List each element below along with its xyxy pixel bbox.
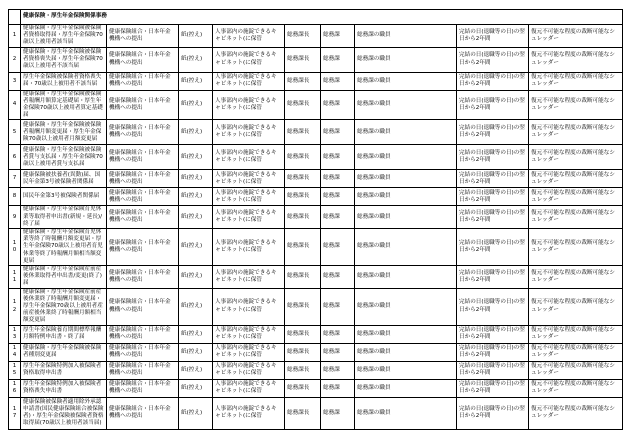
user-cell: 総務課の職員 <box>355 397 457 429</box>
storage-location-cell: 人事部内の施錠できるキャビネット(に保管 <box>213 188 285 206</box>
row-number: 9 <box>9 206 21 229</box>
row-number: 2 <box>9 47 21 72</box>
department-cell: 総務課 <box>321 188 355 206</box>
row-number: 15 <box>9 361 21 379</box>
user-cell: 総務課の職員 <box>355 361 457 379</box>
destination-cell: 健康保険組合・日本年金機構への提出 <box>107 361 179 379</box>
disposal-method-cell: 復元不可能な程度の裁断可能なシュレッダー <box>529 90 623 120</box>
table-row <box>9 229 623 266</box>
retention-period-cell: 完結の日(退職等の日)の翌日から2年間 <box>457 206 529 229</box>
manager-cell: 総務課長 <box>285 343 321 361</box>
manager-cell: 総務課長 <box>285 266 321 289</box>
medium-cell: 紙(控え) <box>179 47 213 72</box>
document-name-cell: 国民年金第3号被保険者関係届 <box>21 188 107 206</box>
storage-location-cell: 人事部内の施錠できるキャビネット(に保管 <box>213 120 285 145</box>
table-row <box>9 47 623 72</box>
medium-cell: 紙(控え) <box>179 361 213 379</box>
destination-cell: 健康保険組合・日本年金機構への提出 <box>107 379 179 397</box>
retention-period-cell: 完結の日(退職等の日)の翌日から2年間 <box>457 25 529 48</box>
disposal-method-cell: 復元不可能な程度の裁断可能なシュレッダー <box>529 25 623 48</box>
user-cell: 総務課の職員 <box>355 145 457 170</box>
manager-cell: 総務課長 <box>285 90 321 120</box>
destination-cell: 健康保険組合・日本年金機構への提出 <box>107 266 179 289</box>
disposal-method-cell: 復元不可能な程度の裁断可能なシュレッダー <box>529 145 623 170</box>
storage-location-cell: 人事部内の施錠できるキャビネット(に保管 <box>213 47 285 72</box>
disposal-method-cell: 復元不可能な程度の裁断可能なシュレッダー <box>529 361 623 379</box>
retention-period-cell: 完結の日(退職等の日)の翌日から2年間 <box>457 229 529 266</box>
user-cell: 総務課の職員 <box>355 90 457 120</box>
user-cell: 総務課の職員 <box>355 170 457 188</box>
disposal-method-cell: 復元不可能な程度の裁断可能なシュレッダー <box>529 170 623 188</box>
destination-cell: 健康保険組合・日本年金機構への提出 <box>107 47 179 72</box>
user-cell: 総務課の職員 <box>355 266 457 289</box>
medium-cell: 紙(控え) <box>179 397 213 429</box>
manager-cell: 総務課長 <box>285 325 321 343</box>
medium-cell: 紙(控え) <box>179 25 213 48</box>
retention-period-cell: 完結の日(退職等の日)の翌日から2年間 <box>457 397 529 429</box>
retention-period-cell: 完結の日(退職等の日)の翌日から2年間 <box>457 361 529 379</box>
row-number: 10 <box>9 229 21 266</box>
user-cell: 総務課の職員 <box>355 47 457 72</box>
document-name-cell: 健康保険・厚生年金保険被保険者資格取得届・厚生年金保険70歳以上被用者該当届 <box>21 25 107 48</box>
storage-location-cell: 人事部内の施錠できるキャビネット(に保管 <box>213 25 285 48</box>
retention-period-cell: 完結の日(退職等の日)の翌日から2年間 <box>457 47 529 72</box>
medium-cell: 紙(控え) <box>179 325 213 343</box>
row-number: 6 <box>9 145 21 170</box>
row-number: 3 <box>9 72 21 90</box>
document-name-cell: 健康保険・厚生年金保険育児休業等終了時報酬月額変更届・厚生年金保険70歳以上被用者育児休業等終了時報酬月額相当額変更届 <box>21 229 107 266</box>
department-cell: 総務課 <box>321 379 355 397</box>
row-number: 5 <box>9 120 21 145</box>
department-cell: 総務課 <box>321 47 355 72</box>
table-row <box>9 325 623 343</box>
row-number: 16 <box>9 379 21 397</box>
medium-cell: 紙(控え) <box>179 90 213 120</box>
department-cell: 総務課 <box>321 90 355 120</box>
storage-location-cell: 人事部内の施錠できるキャビネット(に保管 <box>213 72 285 90</box>
table-row <box>9 206 623 229</box>
disposal-method-cell: 復元不可能な程度の裁断可能なシュレッダー <box>529 343 623 361</box>
table-row <box>9 145 623 170</box>
user-cell: 総務課の職員 <box>355 229 457 266</box>
disposal-method-cell: 復元不可能な程度の裁断可能なシュレッダー <box>529 397 623 429</box>
manager-cell: 総務課長 <box>285 47 321 72</box>
table-row <box>9 25 623 48</box>
disposal-method-cell: 復元不可能な程度の裁断可能なシュレッダー <box>529 288 623 325</box>
destination-cell: 健康保険組合・日本年金機構への提出 <box>107 90 179 120</box>
medium-cell: 紙(控え) <box>179 379 213 397</box>
disposal-method-cell: 復元不可能な程度の裁断可能なシュレッダー <box>529 325 623 343</box>
table-row <box>9 361 623 379</box>
department-cell: 総務課 <box>321 72 355 90</box>
retention-period-cell: 完結の日(退職等の日)の翌日から2年間 <box>457 120 529 145</box>
manager-cell: 総務課長 <box>285 72 321 90</box>
manager-cell: 総務課長 <box>285 25 321 48</box>
destination-cell: 健康保険組合・日本年金機構への提出 <box>107 206 179 229</box>
section-header-row <box>9 10 623 25</box>
document-name-cell: 健康保険・厚生年金保険産前産後休業取得者申出書/変更(終了)届 <box>21 266 107 289</box>
disposal-method-cell: 復元不可能な程度の裁断可能なシュレッダー <box>529 120 623 145</box>
medium-cell: 紙(控え) <box>179 206 213 229</box>
user-cell: 総務課の職員 <box>355 120 457 145</box>
user-cell: 総務課の職員 <box>355 325 457 343</box>
storage-location-cell: 人事部内の施錠できるキャビネット(に保管 <box>213 379 285 397</box>
row-number: 13 <box>9 325 21 343</box>
destination-cell: 健康保険組合・日本年金機構への提出 <box>107 343 179 361</box>
storage-location-cell: 人事部内の施錠できるキャビネット(に保管 <box>213 145 285 170</box>
destination-cell: 健康保険組合・日本年金機構への提出 <box>107 288 179 325</box>
storage-location-cell: 人事部内の施錠できるキャビネット(に保管 <box>213 206 285 229</box>
medium-cell: 紙(控え) <box>179 266 213 289</box>
department-cell: 総務課 <box>321 229 355 266</box>
department-cell: 総務課 <box>321 288 355 325</box>
destination-cell: 健康保険組合・日本年金機構への提出 <box>107 120 179 145</box>
department-cell: 総務課 <box>321 343 355 361</box>
disposal-method-cell: 復元不可能な程度の裁断可能なシュレッダー <box>529 229 623 266</box>
retention-period-cell: 完結の日(退職等の日)の翌日から2年間 <box>457 325 529 343</box>
retention-period-cell: 完結の日(退職等の日)の翌日から2年間 <box>457 379 529 397</box>
disposal-method-cell: 復元不可能な程度の裁断可能なシュレッダー <box>529 379 623 397</box>
disposal-method-cell: 復元不可能な程度の裁断可能なシュレッダー <box>529 188 623 206</box>
user-cell: 総務課の職員 <box>355 288 457 325</box>
storage-location-cell: 人事部内の施錠できるキャビネット(に保管 <box>213 397 285 429</box>
department-cell: 総務課 <box>321 145 355 170</box>
document-name-cell: 厚生年金保険被保険者資格喪失届・70歳以上被用者不該当届 <box>21 72 107 90</box>
user-cell: 総務課の職員 <box>355 72 457 90</box>
department-cell: 総務課 <box>321 120 355 145</box>
storage-location-cell: 人事部内の施錠できるキャビネット(に保管 <box>213 170 285 188</box>
storage-location-cell: 人事部内の施錠できるキャビネット(に保管 <box>213 90 285 120</box>
destination-cell: 健康保険組合・日本年金機構への提出 <box>107 188 179 206</box>
row-number: 7 <box>9 170 21 188</box>
retention-period-cell: 完結の日(退職等の日)の翌日から2年間 <box>457 188 529 206</box>
document-name-cell: 健康保険・厚生年金保険被保険者種別変更届 <box>21 343 107 361</box>
document-name-cell: 健康保険・厚生年金保険被保険者報酬月額変更届・厚生年金保険70歳以上被用者月額変更届 <box>21 120 107 145</box>
row-number: 14 <box>9 343 21 361</box>
manager-cell: 総務課長 <box>285 397 321 429</box>
table-row <box>9 188 623 206</box>
user-cell: 総務課の職員 <box>355 343 457 361</box>
table-row <box>9 288 623 325</box>
medium-cell: 紙(控え) <box>179 145 213 170</box>
medium-cell: 紙(控え) <box>179 188 213 206</box>
destination-cell: 健康保険組合・日本年金機構への提出 <box>107 25 179 48</box>
medium-cell: 紙(控え) <box>179 72 213 90</box>
document-name-cell: 厚生年金保険養育期間標準報酬月額特例申出書・終了届 <box>21 325 107 343</box>
destination-cell: 健康保険組合・日本年金機構への提出 <box>107 397 179 429</box>
document-name-cell: 健康保険・厚生年金保険被保険者賞与支払届・厚生年金保険70歳以上被用者賞与支払届 <box>21 145 107 170</box>
table-row <box>9 397 623 429</box>
user-cell: 総務課の職員 <box>355 206 457 229</box>
row-number: 1 <box>9 25 21 48</box>
department-cell: 総務課 <box>321 397 355 429</box>
user-cell: 総務課の職員 <box>355 25 457 48</box>
row-number: 12 <box>9 288 21 325</box>
manager-cell: 総務課長 <box>285 170 321 188</box>
manager-cell: 総務課長 <box>285 361 321 379</box>
retention-period-cell: 完結の日(退職等の日)の翌日から2年間 <box>457 72 529 90</box>
retention-period-cell: 完結の日(退職等の日)の翌日から2年間 <box>457 288 529 325</box>
department-cell: 総務課 <box>321 361 355 379</box>
retention-period-cell: 完結の日(退職等の日)の翌日から2年間 <box>457 266 529 289</box>
manager-cell: 総務課長 <box>285 145 321 170</box>
table-row <box>9 170 623 188</box>
retention-period-cell: 完結の日(退職等の日)の翌日から2年間 <box>457 170 529 188</box>
department-cell: 総務課 <box>321 25 355 48</box>
document-name-cell: 健康保険被保険者適用除外承認申請書(国民健康保険組合被保険者)・厚生年金保険被保険者資格取得届(70歳以上被用者該当届) <box>21 397 107 429</box>
table-row <box>9 90 623 120</box>
manager-cell: 総務課長 <box>285 120 321 145</box>
user-cell: 総務課の職員 <box>355 379 457 397</box>
destination-cell: 健康保険組合・日本年金機構への提出 <box>107 170 179 188</box>
manager-cell: 総務課長 <box>285 229 321 266</box>
destination-cell: 健康保険組合・日本年金機構への提出 <box>107 72 179 90</box>
disposal-method-cell: 復元不可能な程度の裁断可能なシュレッダー <box>529 72 623 90</box>
row-number: 11 <box>9 266 21 289</box>
medium-cell: 紙(控え) <box>179 343 213 361</box>
medium-cell: 紙(控え) <box>179 229 213 266</box>
manager-cell: 総務課長 <box>285 188 321 206</box>
table-row <box>9 72 623 90</box>
department-cell: 総務課 <box>321 266 355 289</box>
records-table <box>8 9 623 430</box>
manager-cell: 総務課長 <box>285 379 321 397</box>
retention-period-cell: 完結の日(退職等の日)の翌日から2年間 <box>457 145 529 170</box>
destination-cell: 健康保険組合・日本年金機構への提出 <box>107 145 179 170</box>
table-row <box>9 120 623 145</box>
retention-period-cell: 完結の日(退職等の日)の翌日から2年間 <box>457 343 529 361</box>
row-number: 17 <box>9 397 21 429</box>
document-name-cell: 健康保険・厚生年金保険被保険者資格喪失届・厚生年金保険70歳以上被用者不該当届 <box>21 47 107 72</box>
storage-location-cell: 人事部内の施錠できるキャビネット(に保管 <box>213 288 285 325</box>
document-name-cell: 健康保険被扶養者(異動)届、国民年金第3号被保険者関係届 <box>21 170 107 188</box>
disposal-method-cell: 復元不可能な程度の裁断可能なシュレッダー <box>529 206 623 229</box>
department-cell: 総務課 <box>321 170 355 188</box>
storage-location-cell: 人事部内の施錠できるキャビネット(に保管 <box>213 229 285 266</box>
document-name-cell: 健康保険・厚生年金保険産前産後休業終了時報酬月額変更届・厚生年金保険70歳以上被用者産前産後休業終了時報酬月額相当額変更届 <box>21 288 107 325</box>
disposal-method-cell: 復元不可能な程度の裁断可能なシュレッダー <box>529 47 623 72</box>
medium-cell: 紙(控え) <box>179 170 213 188</box>
storage-location-cell: 人事部内の施錠できるキャビネット(に保管 <box>213 343 285 361</box>
disposal-method-cell: 復元不可能な程度の裁断可能なシュレッダー <box>529 266 623 289</box>
department-cell: 総務課 <box>321 206 355 229</box>
document-name-cell: 厚生年金保険特例加入被保険者資格取得申出書 <box>21 361 107 379</box>
table-row <box>9 266 623 289</box>
row-number: 8 <box>9 188 21 206</box>
destination-cell: 健康保険組合・日本年金機構への提出 <box>107 325 179 343</box>
document-name-cell: 健康保険・厚生年金保険育児休業等取得者申出書(新規・延長)/終了届 <box>21 206 107 229</box>
storage-location-cell: 人事部内の施錠できるキャビネット(に保管 <box>213 266 285 289</box>
storage-location-cell: 人事部内の施錠できるキャビネット(に保管 <box>213 361 285 379</box>
department-cell: 総務課 <box>321 325 355 343</box>
manager-cell: 総務課長 <box>285 206 321 229</box>
retention-period-cell: 完結の日(退職等の日)の翌日から2年間 <box>457 90 529 120</box>
medium-cell: 紙(控え) <box>179 288 213 325</box>
medium-cell: 紙(控え) <box>179 120 213 145</box>
storage-location-cell: 人事部内の施錠できるキャビネット(に保管 <box>213 325 285 343</box>
manager-cell: 総務課長 <box>285 288 321 325</box>
table-row <box>9 379 623 397</box>
table-row <box>9 343 623 361</box>
user-cell: 総務課の職員 <box>355 188 457 206</box>
section-title: 健康保険・厚生年金保険関係事務 <box>21 10 623 25</box>
header-blank-cell <box>9 10 21 25</box>
document-name-cell: 厚生年金保険特例加入被保険者資格喪失申出書 <box>21 379 107 397</box>
document-name-cell: 健康保険・厚生年金保険被保険者報酬月額算定基礎届・厚生年金保険70歳以上被用者算定基礎届 <box>21 90 107 120</box>
row-number: 4 <box>9 90 21 120</box>
destination-cell: 健康保険組合・日本年金機構への提出 <box>107 229 179 266</box>
